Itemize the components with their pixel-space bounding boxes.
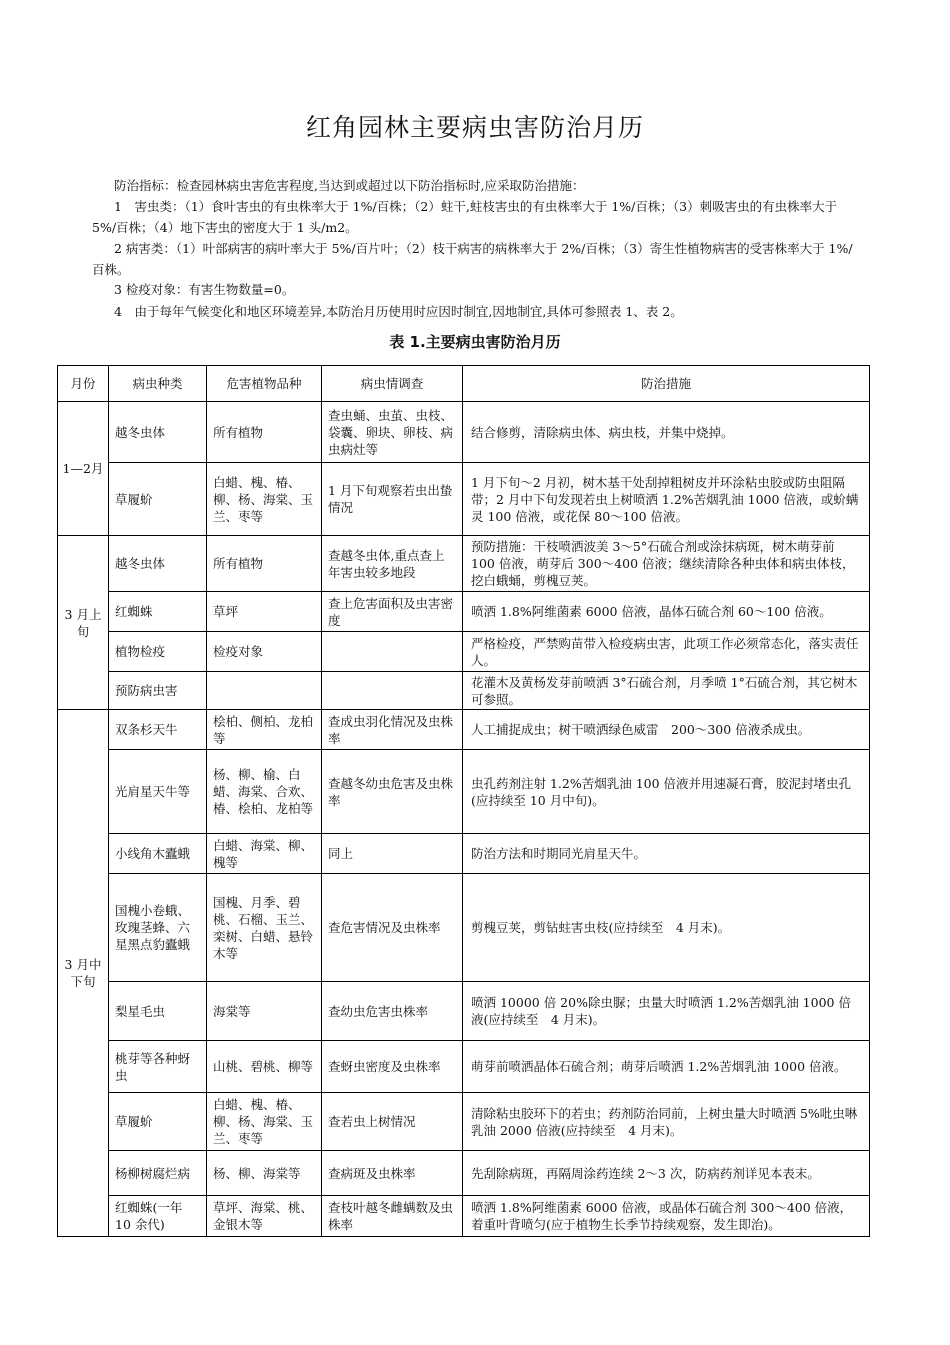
plant-cell: 所有植物 <box>207 536 322 592</box>
intro-item-text: 1 害虫类：（1）食叶害虫的有虫株率大于 1%/百株；（2）蛀干,蛀枝害虫的有虫株率大于 1%/百株；（3）刺吸害虫的有虫株率大于 5%/百株；（4）地下害虫的密度大于 1 头/m2。 <box>92 199 838 235</box>
intro-item-text: 4 由于每年气候变化和地区环境差异,本防治月历使用时应因时制宜,因地制宜,具体可参照表 1、表 2。 <box>114 304 683 319</box>
plant-cell: 白蜡、海棠、柳、槐等 <box>207 834 322 874</box>
measure-cell: 喷洒 1.8%阿维菌素 6000 倍液，或晶体石硫合剂 300～400 倍液，着重叶背喷匀(应于植物生长季节持续观察，发生即治)。 <box>463 1196 870 1237</box>
pest-cell: 桃芽等各种蚜虫 <box>109 1041 207 1093</box>
header-measures: 防治措施 <box>463 366 870 402</box>
plant-cell: 杨、柳、海棠等 <box>207 1151 322 1196</box>
intro-lead-text: 防治指标：检查园林病虫害危害程度,当达到或超过以下防治指标时,应采取防治措施： <box>114 178 585 193</box>
pest-cell: 越冬虫体 <box>109 536 207 592</box>
pest-cell: 红蜘蛛(一年 10 余代) <box>109 1196 207 1237</box>
pest-cell: 杨柳树腐烂病 <box>109 1151 207 1196</box>
survey-cell: 查越冬幼虫危害及虫株率 <box>322 750 463 834</box>
month-cell: 3 月上旬 <box>58 536 109 710</box>
table-row <box>58 592 870 632</box>
pest-cell: 小线角木蠹蛾 <box>109 834 207 874</box>
pest-cell: 草履蚧 <box>109 463 207 536</box>
pest-cell: 红蜘蛛 <box>109 592 207 632</box>
table-row <box>58 672 870 710</box>
table-row <box>58 632 870 672</box>
table-row <box>58 402 870 463</box>
survey-cell: 同上 <box>322 834 463 874</box>
page-title: 红角园林主要病虫害防治月历 <box>305 113 644 142</box>
survey-cell: 查越冬虫体,重点查上年害虫较多地段 <box>322 536 463 592</box>
survey-cell: 查病斑及虫株率 <box>322 1151 463 1196</box>
header-survey: 病虫情调查 <box>322 366 463 402</box>
survey-cell: 查上危害面积及虫害密度 <box>322 592 463 632</box>
measure-cell: 人工捕捉成虫；树干喷洒绿色威雷 200～300 倍液杀成虫。 <box>463 710 870 750</box>
plant-cell: 杨、柳、榆、白蜡、海棠、合欢、椿、桧柏、龙柏等 <box>207 750 322 834</box>
plant-cell: 草坪 <box>207 592 322 632</box>
pest-cell: 植物检疫 <box>109 632 207 672</box>
plant-cell: 桧柏、侧柏、龙柏等 <box>207 710 322 750</box>
intro-lead <box>92 175 862 196</box>
pest-cell: 预防病虫害 <box>109 672 207 710</box>
table-row <box>58 1151 870 1196</box>
measure-cell: 喷洒 10000 倍 20%除虫脲；虫量大时喷洒 1.2%苦烟乳油 1000 倍液(应持续至 4 月末)。 <box>463 982 870 1041</box>
measure-cell: 预防措施：干枝喷洒波美 3～5°石硫合剂或涂抹病斑，树木萌芽前 100 倍液，萌芽后 300～400 倍液；继续清除各种虫体和病虫体枝，挖白蛾蛹，剪槐豆荚。 <box>463 536 870 592</box>
table-row <box>58 874 870 982</box>
survey-cell: 1 月下旬观察若虫出蛰情况 <box>322 463 463 536</box>
table-row <box>58 1041 870 1093</box>
measure-cell: 虫孔药剂注射 1.2%苦烟乳油 100 倍液并用速凝石膏，胶泥封堵虫孔(应持续至 10 月中旬)。 <box>463 750 870 834</box>
measure-cell: 结合修剪，清除病虫体、病虫枝，并集中烧掉。 <box>463 402 870 463</box>
plant-cell: 白蜡、槐、椿、柳、杨、海棠、玉兰、枣等 <box>207 463 322 536</box>
measure-cell: 1 月下旬～2 月初，树木基干处刮掉粗树皮并环涂粘虫胶或防虫阻隔带；2 月中下旬发现若虫上树喷洒 1.2%苦烟乳油 1000 倍液，或蚧螨灵 100 倍液，或花保 80～100 倍液。 <box>463 463 870 536</box>
table-row <box>58 710 870 750</box>
pest-cell: 梨星毛虫 <box>109 982 207 1041</box>
month-cell: 1—2月 <box>58 402 109 536</box>
intro-item-1 <box>92 196 862 238</box>
plant-cell <box>207 672 322 710</box>
intro-item-3 <box>92 279 862 300</box>
measure-cell: 严格检疫，严禁购苗带入检疫病虫害，此项工作必须常态化，落实责任人。 <box>463 632 870 672</box>
survey-cell: 查枝叶越冬雌螨数及虫株率 <box>322 1196 463 1237</box>
plant-cell: 草坪、海棠、桃、金银木等 <box>207 1196 322 1237</box>
survey-cell <box>322 632 463 672</box>
plant-cell: 海棠等 <box>207 982 322 1041</box>
table-row <box>58 982 870 1041</box>
table-row <box>58 834 870 874</box>
table-row <box>58 536 870 592</box>
intro-item-text: 2 病害类：（1）叶部病害的病叶率大于 5%/百片叶；（2）枝干病害的病株率大于 2%/百株；（3）寄生性植物病害的受害株率大于 1%/百株。 <box>92 241 853 277</box>
intro-item-text: 3 检疫对象：有害生物数量=0。 <box>114 282 295 297</box>
month-cell: 3 月中下旬 <box>58 710 109 1237</box>
intro-item-4 <box>92 301 862 322</box>
table-header-row <box>58 366 870 402</box>
pest-cell: 国槐小卷蛾、玫瑰茎蜂、六星黑点豹蠹蛾 <box>109 874 207 982</box>
plant-cell: 山桃、碧桃、柳等 <box>207 1041 322 1093</box>
survey-cell: 查虫蛹、虫茧、虫枝、袋囊、卵块、卵枝、病虫病灶等 <box>322 402 463 463</box>
table-row <box>58 1196 870 1237</box>
measure-cell: 清除粘虫胶环下的若虫；药剂防治同前，上树虫量大时喷洒 5%吡虫啉乳油 2000 倍液(应持续至 4 月末)。 <box>463 1093 870 1151</box>
survey-cell: 查成虫羽化情况及虫株率 <box>322 710 463 750</box>
plant-cell: 检疫对象 <box>207 632 322 672</box>
table-row <box>58 463 870 536</box>
pest-cell: 草履蚧 <box>109 1093 207 1151</box>
pest-cell: 双条杉天牛 <box>109 710 207 750</box>
measure-cell: 喷洒 1.8%阿维菌素 6000 倍液，晶体石硫合剂 60～100 倍液。 <box>463 592 870 632</box>
measure-cell: 防治方法和时期同光肩星天牛。 <box>463 834 870 874</box>
pest-control-calendar-table <box>57 365 870 1237</box>
measure-cell: 萌芽前喷洒晶体石硫合剂；萌芽后喷洒 1.2%苦烟乳油 1000 倍液。 <box>463 1041 870 1093</box>
header-month: 月份 <box>58 366 109 402</box>
survey-cell: 查幼虫危害虫株率 <box>322 982 463 1041</box>
plant-cell: 白蜡、槐、椿、柳、杨、海棠、玉兰、枣等 <box>207 1093 322 1151</box>
pest-cell: 光肩星天牛等 <box>109 750 207 834</box>
measure-cell: 剪槐豆荚，剪钻蛀害虫枝(应持续至 4 月末)。 <box>463 874 870 982</box>
measure-cell: 先刮除病斑，再隔周涂药连续 2～3 次，防病药剂详见本表末。 <box>463 1151 870 1196</box>
plant-cell: 所有植物 <box>207 402 322 463</box>
intro-item-2 <box>92 238 862 280</box>
table-row <box>58 1093 870 1151</box>
table-row <box>58 750 870 834</box>
pest-cell: 越冬虫体 <box>109 402 207 463</box>
measure-cell: 花灌木及黄杨发芽前喷洒 3°石硫合剂，月季喷 1°石硫合剂，其它树木可参照。 <box>463 672 870 710</box>
survey-cell: 查若虫上树情况 <box>322 1093 463 1151</box>
survey-cell: 查蚜虫密度及虫株率 <box>322 1041 463 1093</box>
header-pest-type: 病虫种类 <box>109 366 207 402</box>
survey-cell: 查危害情况及虫株率 <box>322 874 463 982</box>
survey-cell <box>322 672 463 710</box>
header-host-plants: 危害植物品种 <box>207 366 322 402</box>
plant-cell: 国槐、月季、碧桃、石榴、玉兰、栾树、白蜡、悬铃木等 <box>207 874 322 982</box>
table-caption: 表 1.主要病虫害防治月历 <box>389 333 561 351</box>
